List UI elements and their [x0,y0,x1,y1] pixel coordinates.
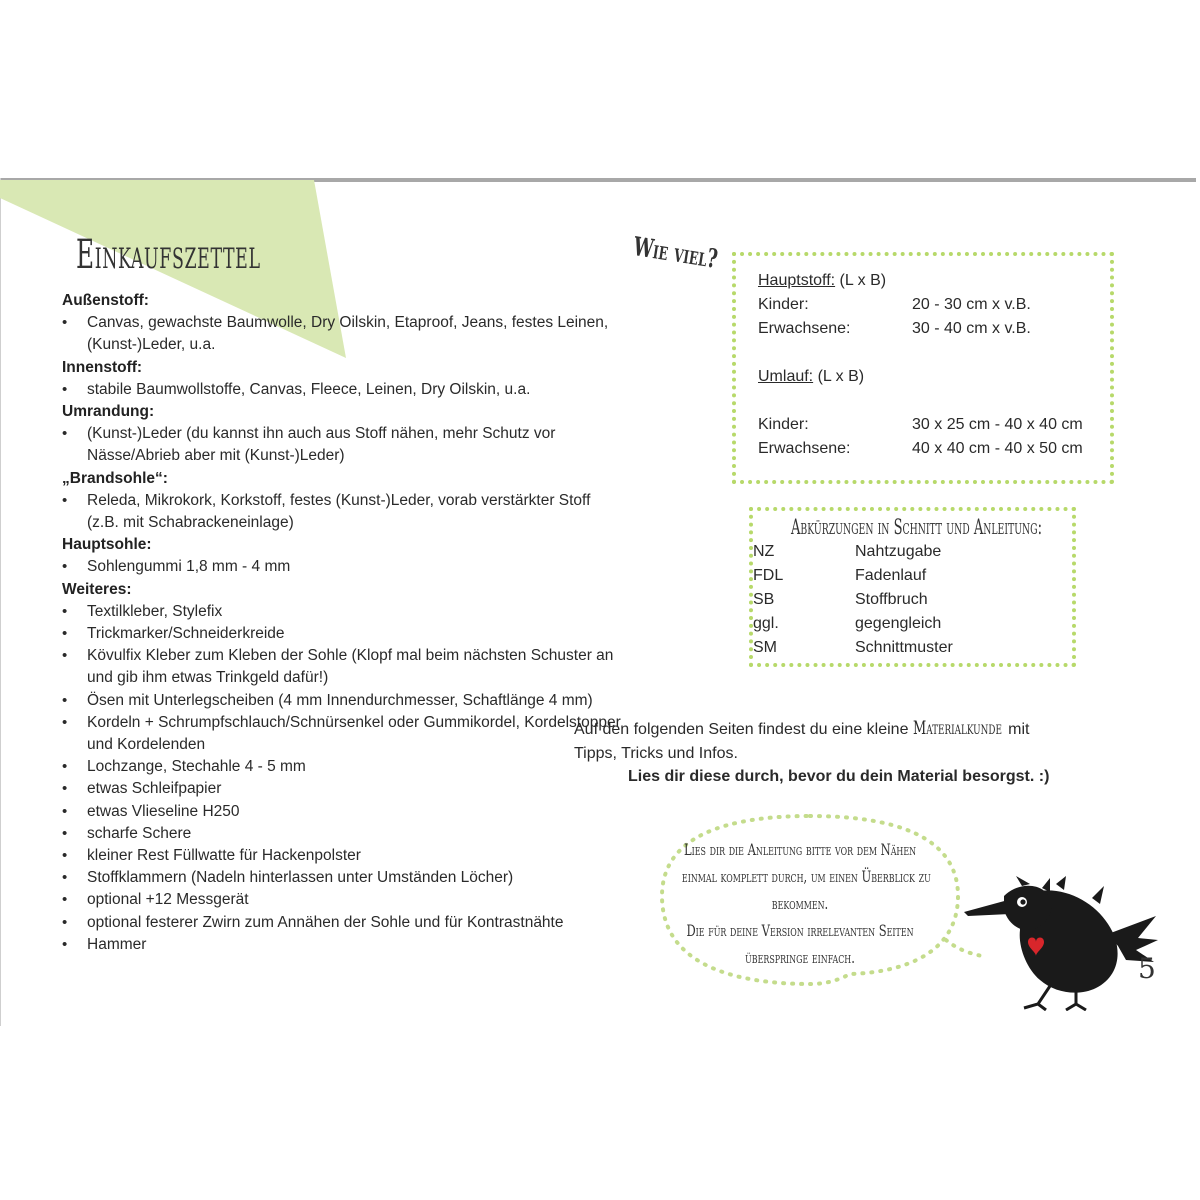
abbreviation: SB [753,591,775,608]
abbreviation: SM [753,639,777,656]
abbreviation: ggl. [753,615,779,632]
abbreviation-box [749,507,1076,667]
list-item: • Lochzange, Stechahle 4 - 5 mm [62,756,622,778]
section-outer-fabric [62,290,622,357]
list-item: • Kövulfix Kleber zum Kleben der Sohle (Klopf mal beim nächsten Schuster an und gib ihm etwas Trinkgeld dafür!) [62,645,622,689]
section-insole [62,468,622,535]
page-title: Einkaufszettel [76,232,261,278]
abbreviation-meaning: Nahtzugabe [855,543,942,560]
info-line-2: Tipps, Tricks und Infos. [574,744,738,762]
main-fabric-header [758,272,886,290]
surround-row-adults [758,440,1083,458]
abbreviation-row [753,567,927,585]
quantity-heading: Wie viel? [631,232,720,275]
list-item: • Trickmarker/Schneiderkreide [62,623,622,645]
main-fabric-row-kids [758,296,1031,314]
crow-illustration [958,876,1158,1011]
info-text: mit [1008,721,1030,738]
main-fabric-label: Hauptstoff: [758,272,836,289]
abbreviation-title: Abkürzungen in Schnitt und Anleitung: [791,515,1042,539]
section-inner-fabric [62,357,622,401]
list-item: • kleiner Rest Füllwatte für Hackenpolster [62,845,622,867]
quantity-box [732,252,1114,484]
bubble-line: einmal komplett durch, um einen Überblick zu [681,867,931,886]
surround-label: Umlauf: [758,368,814,385]
surround-row-kids [758,416,1083,434]
list-item: • (Kunst-)Leder (du kannst ihn auch aus Stoff nähen, mehr Schutz vor Nässe/Abrieb aber mit (Kunst-)Leder) [62,423,622,467]
section-heading: „Brandsohle“: [62,469,168,487]
list-item: • Hammer [62,934,622,956]
row-label: Kinder: [758,416,809,433]
section-heading: Weiteres: [62,580,132,598]
row-value: 30 - 40 cm x v.B. [912,320,1031,337]
list-item: • Sohlengummi 1,8 mm - 4 mm [62,556,622,578]
row-label: Erwachsene: [758,320,851,337]
abbreviation-meaning: gegengleich [855,615,942,632]
bubble-line: Lies dir die Anleitung bitte vor dem Nähen [683,840,917,859]
bubble-text [636,836,964,971]
list-item: • optional +12 Messgerät [62,889,622,911]
info-highlight: Materialkunde [912,717,1002,739]
section-heading: Außenstoff: [62,292,149,309]
section-heading: Hauptsohle: [62,536,152,554]
row-label: Kinder: [758,296,809,313]
info-text: Auf den folgenden Seiten findest du eine kleine [574,721,909,738]
section-main-sole [62,534,622,578]
page-number: 5 [1138,952,1156,985]
list-item: • etwas Schleifpapier [62,778,622,800]
list-item: • etwas Vlieseline H250 [62,801,622,823]
section-border [62,401,622,468]
row-label: Erwachsene: [758,440,851,457]
abbreviation-row [753,543,942,561]
list-item: • Canvas, gewachste Baumwolle, Dry Oilskin, Etaproof, Jeans, festes Leinen, (Kunst-)Leder, u.a. [62,312,622,356]
list-item: • stabile Baumwollstoffe, Canvas, Fleece, Leinen, Dry Oilskin, u.a. [62,379,622,401]
section-heading: Innenstoff: [62,358,143,376]
surround-dim: (L x B) [817,368,865,385]
bubble-line: bekommen. [771,894,829,913]
abbreviation-meaning: Fadenlauf [855,567,927,584]
main-fabric-dim: (L x B) [839,272,887,289]
abbreviation-row [753,615,942,633]
abbreviation-row [753,639,953,657]
list-item: • scharfe Schere [62,823,622,845]
shopping-list [62,290,622,956]
abbreviation-row [753,591,928,609]
list-item: • Ösen mit Unterlegscheiben (4 mm Innendurchmesser, Schaftlänge 4 mm) [62,690,622,712]
list-item: • Textilkleber, Stylefix [62,601,622,623]
list-item: • Kordeln + Schrumpfschlauch/Schnürsenkel oder Gummikordel, Kordelstopper und Kordelenden [62,712,622,756]
section-further [62,579,622,956]
list-item: • Releda, Mikrokork, Korkstoff, festes (Kunst-)Leder, vorab verstärkter Stoff (z.B. mit Schabrackeneinlage) [62,490,622,534]
row-value: 20 - 30 cm x v.B. [912,296,1031,313]
abbreviation: NZ [753,543,775,560]
abbreviation: FDL [753,567,784,584]
list-item: • Stoffklammern (Nadeln hinterlassen unter Umständen Löcher) [62,867,622,889]
bubble-line: überspringe einfach. [745,948,855,967]
info-paragraph [574,717,1134,789]
bubble-line: Die für deine Version irrelevanten Seiten [686,921,914,940]
row-value: 40 x 40 cm - 40 x 50 cm [912,440,1083,457]
row-value: 30 x 25 cm - 40 x 40 cm [912,416,1083,433]
info-line-3: Lies dir diese durch, bevor du dein Material besorgst. :) [628,768,1050,785]
abbreviation-meaning: Stoffbruch [855,591,928,608]
section-heading: Umrandung: [62,403,155,421]
abbreviation-meaning: Schnittmuster [855,639,953,656]
main-fabric-row-adults [758,320,1031,338]
list-item: • optional festerer Zwirn zum Annähen der Sohle und für Kontrastnähte [62,912,622,934]
surround-header [758,368,864,386]
info-line-1 [574,717,1134,742]
